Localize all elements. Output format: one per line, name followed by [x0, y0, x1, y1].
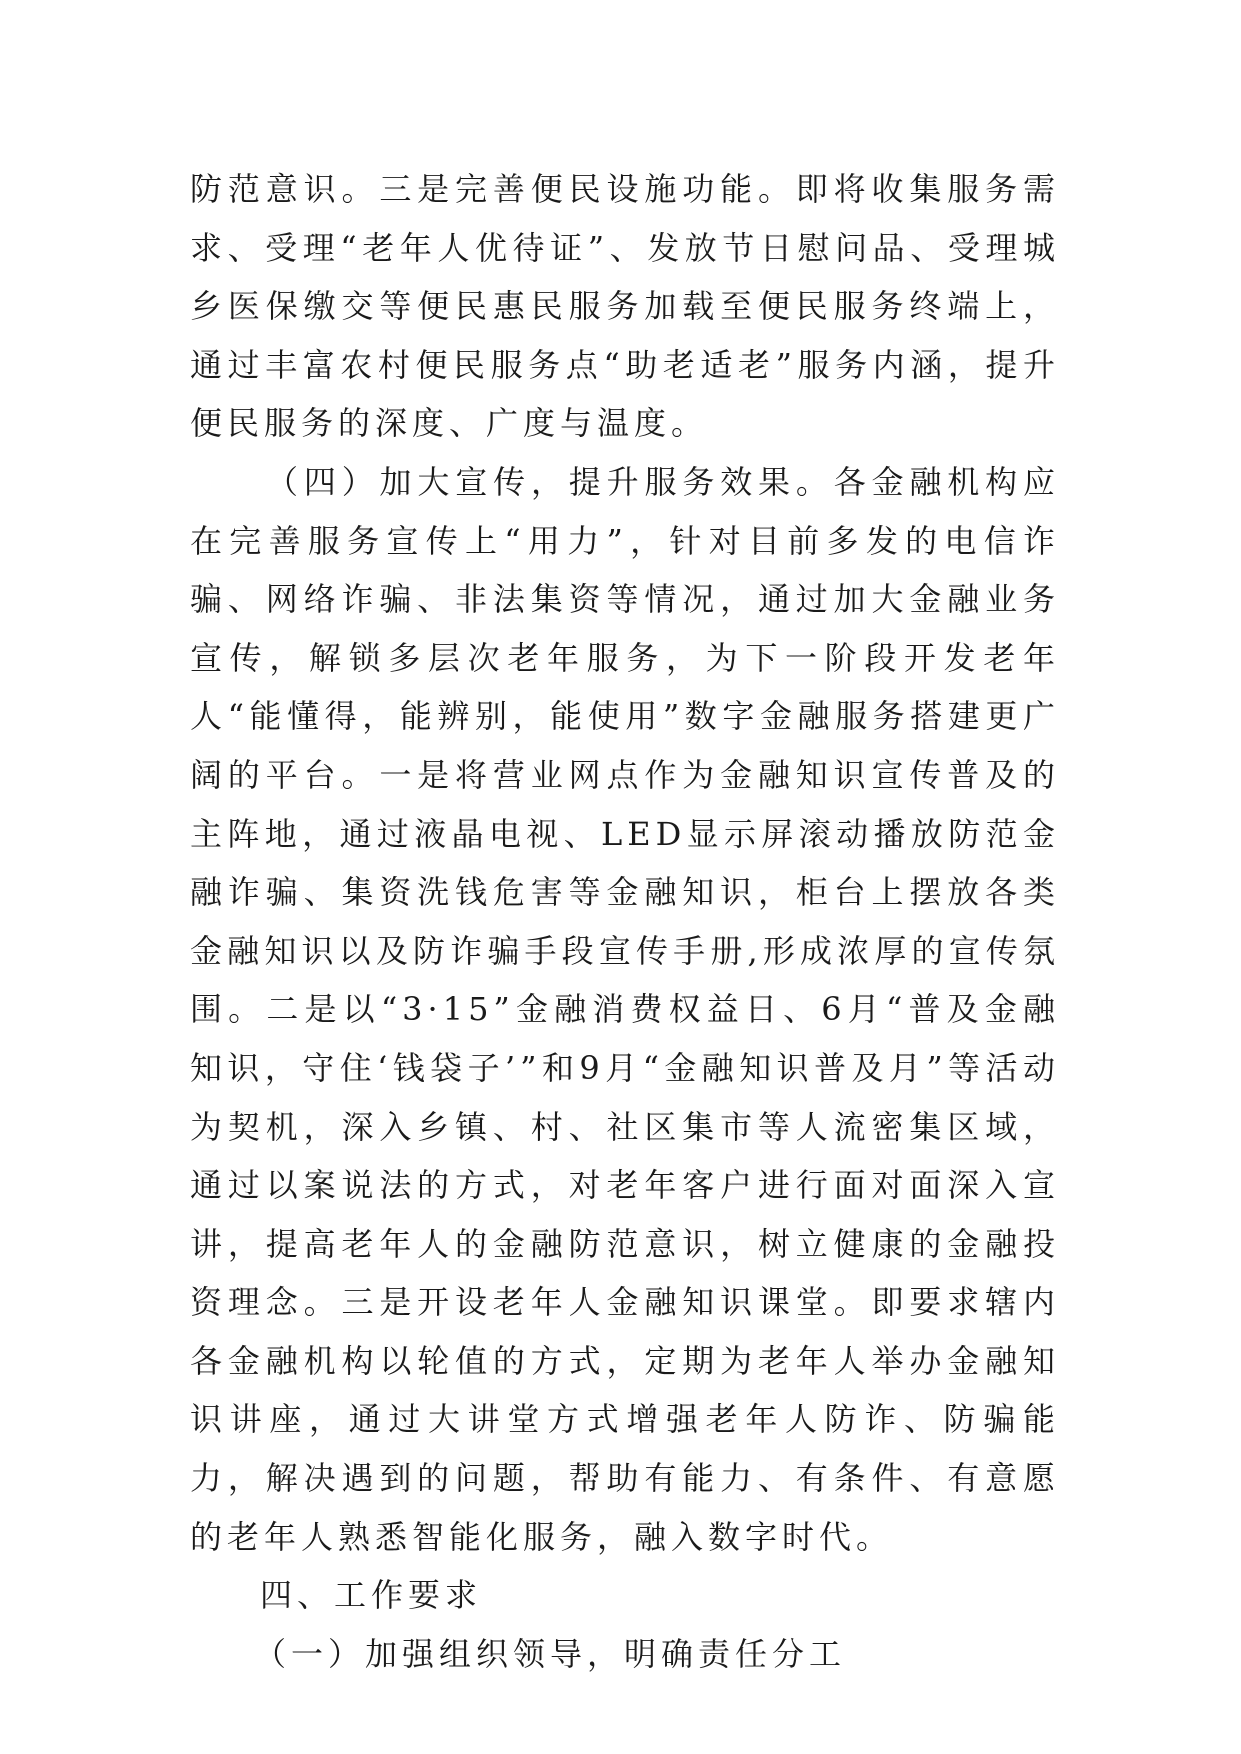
paragraph-continuation: 防范意识。三是完善便民设施功能。即将收集服务需求、受理“老年人优待证”、发放节日慰问品、受理城乡医保缴交等便民惠民服务加载至便民服务终端上，通过丰富农村便民服务点“助老适老”服务内涵，提升便民服务的深度、广度与温度。: [190, 170, 1060, 443]
document-body: [190, 160, 1060, 1683]
paragraph-publicity: （四）加大宣传，提升服务效果。各金融机构应在完善服务宣传上“用力”，针对目前多发的电信诈骗、网络诈骗、非法集资等情况，通过加大金融业务宣传，解锁多层次老年服务，为下一阶段开发老年人“能懂得，能辨别，能使用”数字金融服务搭建更广阔的平台。一是将营业网点作为金融知识宣传普及的主阵地，通过液晶电视、LED显示屏滚动播放防范金融诈骗、集资洗钱危害等金融知识，柜台上摆放各类金融知识以及防诈骗手段宣传手册,形成浓厚的宣传氛围。二是以“3·15”金融消费权益日、6月“普及金融知识，守住‘钱袋子’”和9月“金融知识普及月”等活动为契机，深入乡镇、村、社区集市等人流密集区域，通过以案说法的方式，对老年客户进行面对面深入宣讲，提高老年人的金融防范意识，树立健康的金融投资理念。三是开设老年人金融知识课堂。即要求辖内各金融机构以轮值的方式，定期为老年人举办金融知识讲座，通过大讲堂方式增强老年人防诈、防骗能力，解决遇到的问题，帮助有能力、有条件、有意愿的老年人熟悉智能化服务，融入数字时代。: [190, 462, 1060, 1556]
section-heading: 四、工作要求: [260, 1576, 483, 1615]
subsection-heading: （一）加强组织领导，明确责任分工: [254, 1634, 847, 1673]
